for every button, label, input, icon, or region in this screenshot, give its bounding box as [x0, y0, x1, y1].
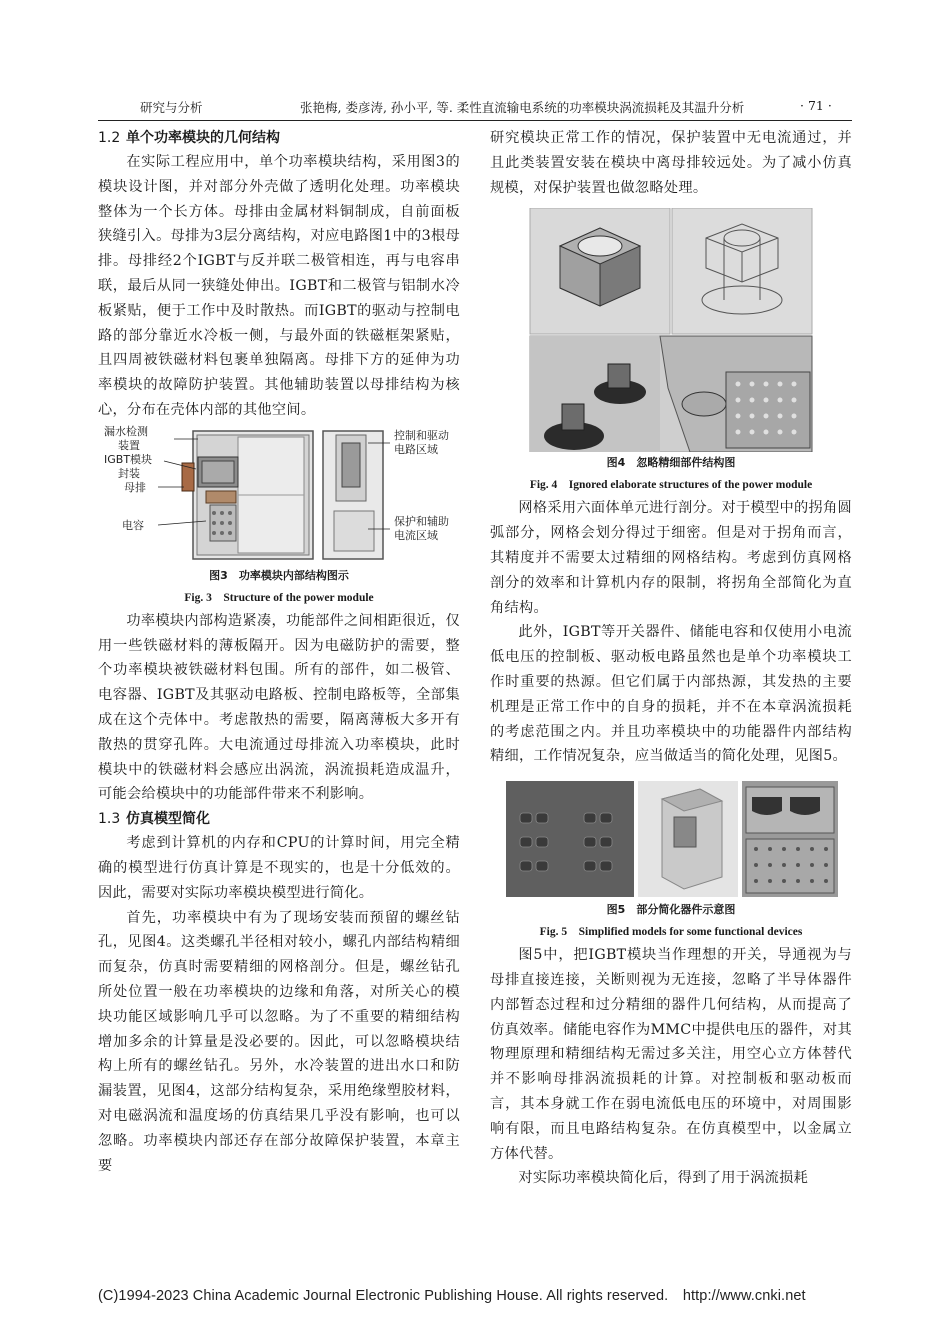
- right-column: [490, 126, 852, 1191]
- figure-4: [490, 208, 852, 452]
- paragraph: 图5中，把IGBT模块当作理想的开关，导通视为与母排直接连接，关断则视为无连接，忽略了半导体器件内部暂态过程和过分精细的器件几何结构，从而提高了仿真效率。储能电容作为MMC中提供电压的器件，对其物理原理和精细结构无需过多关注，用空心立方体替代并不影响母排涡流损耗的计算。对控制板和驱动板而言，其本身就工作在弱电流低电压的环境中，对周围影响有限，而且电路结构复杂。在仿真模型中，以金属立方体代替。: [490, 947, 852, 1162]
- paragraph: 功率模块内部构造紧凑，功能部件之间相距很近，仅用一些铁磁材料的薄板隔开。因为电磁防护的需要，整个功率模块被铁磁材料包围。所有的部件，如二极管、电容器、IGBT及其驱动电路板、控制电路板等，全部集成在这个壳体中。考虑散热的需要，隔离薄板大多开有散热的贯穿孔阵。大电流通过母排流入功率模块，此时模块中的铁磁材料会感应出涡流，涡流损耗造成温升，可能会给模块中的功能部件带来不利影响。: [98, 612, 460, 803]
- header-rule: [98, 120, 852, 121]
- callout-label: 控制和驱动: [394, 428, 449, 442]
- callout-label: 封装: [118, 466, 140, 480]
- callout-label: 装置: [118, 438, 140, 452]
- paragraph: 对实际功率模块简化后，得到了用于涡流损耗: [518, 1170, 809, 1187]
- running-header-section: 研究与分析: [140, 100, 203, 115]
- callout-label: 电流区域: [394, 528, 438, 542]
- figure-5: [490, 777, 852, 899]
- callout-label: IGBT模块: [104, 452, 153, 466]
- section-heading-1-3: 1.3 仿真模型简化: [98, 811, 210, 828]
- power-module-structure-image: [98, 425, 460, 565]
- paragraph: 在实际工程应用中，单个功率模块结构，采用图3的模块设计图，并对部分外壳做了透明化处理。功率模块整体为一个长方体。母排由金属材料铜制成，自前面板狭缝引入。母排为3层分离结构，对应电路图1中的3根母排。母排经2个IGBT与反并联二极管相连，再与电容串联，最后从同一狭缝处伸出。IGBT和二极管与铝制水冷板紧贴，便于工作中及时散热。而IGBT的驱动与控制电路的部分靠近水冷板一侧，与最外面的铁磁框架紧贴，且四周被铁磁材料包裹单独隔离。母排下方的延伸为功率模块的故障防护装置。其他辅助装置以母排结构为核心，分布在壳体内部的其他空间。: [98, 154, 460, 418]
- paragraph: 首先，功率模块中有为了现场安装而预留的螺丝钻孔，见图4。这类螺孔半径相对较小，螺孔内部结构精细而复杂，仿真时需要精细的网格剖分。但是，螺丝钻孔所处位置一般在功率模块的边缘和角落，对所关心的模块功能区域影响几乎可以忽略。为了不重要的精细结构增加多余的计算量是没必要的。因此，可以忽略模块结构上所有的螺丝钻孔。另外，水冷装置的进出水口和防漏装置，见图4，这部分结构复杂，采用绝缘塑胶材料，对电磁涡流和温度场的仿真结果几乎没有影响，也可以忽略。功率模块内部还存在部分故障保护装置，本章主要: [98, 909, 460, 1174]
- figure-3-caption-en: Fig. 3 Structure of the power module: [184, 591, 374, 604]
- callout-label: 电容: [122, 518, 144, 532]
- figure-5-caption-en: Fig. 5 Simplified models for some functional devices: [539, 926, 803, 939]
- ignored-structures-image: [490, 208, 852, 452]
- figure-3: [98, 425, 460, 565]
- callout-label: 母排: [124, 480, 146, 494]
- left-column: [98, 126, 460, 1178]
- copyright-footer: (C)1994-2023 China Academic Journal Electronic Publishing House. All rights reserved. http://www.cnki.net: [98, 1288, 806, 1304]
- simplified-devices-image: [490, 777, 852, 899]
- page-number: · 71 ·: [800, 98, 832, 113]
- figure-3-caption-cn: 图3 功率模块内部结构图示: [209, 568, 349, 582]
- callout-label: 漏水检测: [104, 424, 148, 438]
- callout-label: 保护和辅助: [394, 514, 449, 528]
- running-header-citation: 张艳梅, 娄彦涛, 孙小平, 等. 柔性直流输电系统的功率模块涡流损耗及其温升分析: [300, 100, 745, 115]
- figure-4-caption-en: Fig. 4 Ignored elaborate structures of the power module: [529, 479, 813, 492]
- paragraph: 此外，IGBT等开关器件、储能电容和仅使用小电流低电压的控制板、驱动板电路虽然也是单个功率模块工作时重要的热源。但它们属于内部热源，其发热的主要机理是正常工作中的自身的损耗，并不在本章涡流损耗的考虑范围之内。并且功率模块中的功能器件内部结构精细，工作情况复杂，应当做适当的简化处理，见图5。: [490, 624, 852, 765]
- figure-5-caption-cn: 图5 部分简化器件示意图: [606, 903, 736, 917]
- figure-4-caption-cn: 图4 忽略精细部件结构图: [606, 456, 736, 470]
- callout-label: 电路区域: [394, 442, 438, 456]
- paragraph: 研究模块正常工作的情况，保护装置中无电流通过，并且此类装置安装在模块中离母排较远处。为了减小仿真规模，对保护装置也做忽略处理。: [490, 130, 852, 196]
- paragraph: 网格采用六面体单元进行剖分。对于模型中的拐角圆弧部分，网格会划分得过于细密。但是对于拐角而言，其精度并不需要太过精细的网格结构。考虑到仿真网格剖分的效率和计算机内存的限制，将拐角全部简化为直角结构。: [490, 500, 852, 616]
- paragraph: 考虑到计算机的内存和CPU的计算时间，用完全精确的模型进行仿真计算是不现实的，也是十分低效的。因此，需要对实际功率模块模型进行简化。: [98, 835, 460, 901]
- section-heading-1-2: 1.2 单个功率模块的几何结构: [98, 130, 280, 146]
